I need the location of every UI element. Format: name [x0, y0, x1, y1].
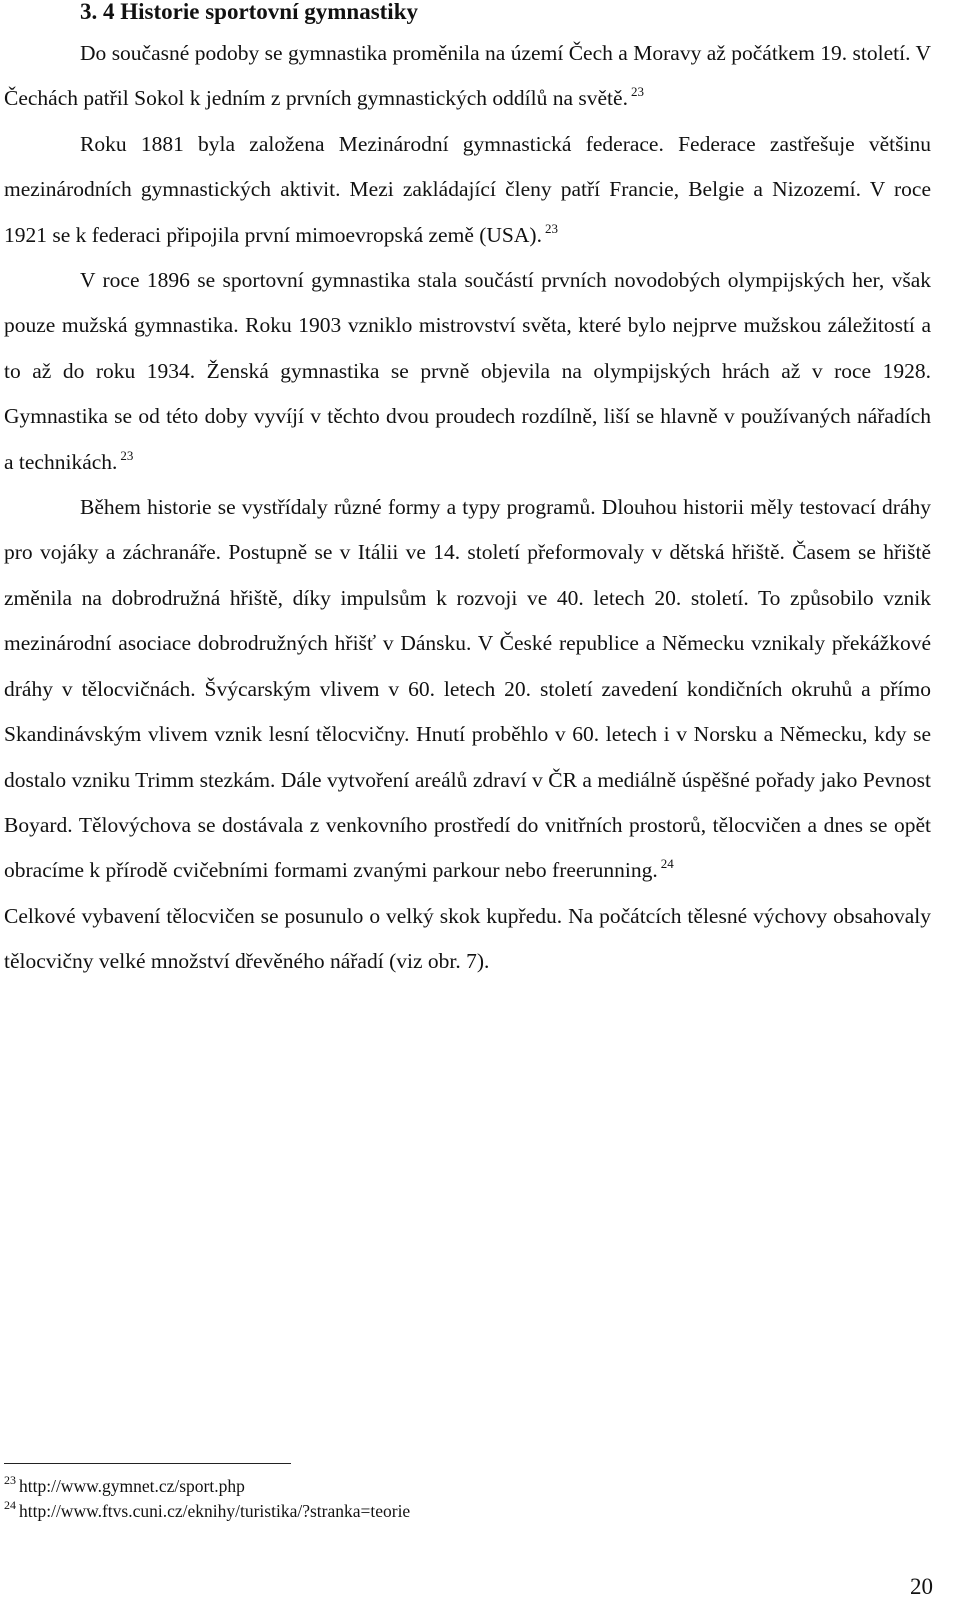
paragraph-text: Roku 1881 byla založena Mezinárodní gymnastická federace. Federace zastřešuje většinu mezinárodních gymnastických aktivit. Mezi zakládající členy patří Francie, Belgie a Nizozemí. V roce 1921 se k federaci připojila první mimoevropská země (USA). — [4, 131, 931, 247]
footnote-ref: 24 — [660, 856, 674, 872]
paragraph-text: V roce 1896 se sportovní gymnastika stala součástí prvních novodobých olympijských her, však pouze mužská gymnastika. Roku 1903 vzniklo mistrovství světa, které bylo nejprve mužskou záležitostí a to až do roku 1934. Ženská gymnastika se prvně objevila na olympijských hrách až v roce 1928. Gymnastika se od této doby vyvíjí v těchto dvou proudech rozdílně, liší se hlavně v používaných nářadích a technikách. — [4, 268, 931, 474]
footnote-23 — [4, 1474, 410, 1499]
section-heading: 3. 4 Historie sportovní gymnastiky — [80, 0, 418, 24]
footnote-ref: 23 — [120, 447, 134, 463]
footnotes — [4, 1474, 410, 1524]
footnote-link[interactable]: http://www.gymnet.cz/sport.php — [19, 1476, 245, 1496]
paragraph-text: Do současné podoby se gymnastika proměnila na území Čech a Moravy až počátkem 19. století. V Čechách patřil Sokol k jedním z prvních gymnastických oddílů na světě. — [4, 41, 931, 111]
paragraph-text: Během historie se vystřídaly různé formy a typy programů. Dlouhou historii měly testovací dráhy pro vojáky a záchranáře. Postupně se v Itálii ve 14. století přeformovaly v dětská hřiště. Časem se hřiště změnila na dobrodružná hřiště, díky impulsům k rozvoji ve 40. letech 20. století. To způsobilo vznik mezinárodní asociace dobrodružných hřišť v Dánsku. V České republice a Německu vznikaly překážkové dráhy v tělocvičnách. Švýcarským vlivem v 60. letech 20. století zavedení kondičních okruhů a přímo Skandinávským vlivem vznik lesní tělocvičny. Hnutí proběhlo v 60. letech i v Norsku a Německu, kdy se dostalo vzniku Trimm stezkám. Dále vytvoření areálů zdraví v ČR a mediálně úspěšné pořady jako Pevnost Boyard. Tělovýchova se dostávala z venkovního prostředí do vnitřních prostorů, tělocvičen a dnes se opět obracíme k přírodě cvičebními formami zvanými parkour nebo freerunning. — [4, 495, 931, 883]
footnote-ref: 23 — [630, 84, 644, 100]
footnote-link[interactable]: http://www.ftvs.cuni.cz/eknihy/turistika/?stranka=teorie — [19, 1501, 411, 1521]
paragraph-olympics — [4, 258, 931, 485]
paragraph-equipment — [4, 894, 931, 985]
footnote-number: 24 — [4, 1498, 16, 1512]
paragraph-history-forms — [4, 485, 931, 894]
footnote-24 — [4, 1499, 410, 1524]
footnote-separator — [4, 1463, 291, 1464]
paragraph-text: Celkové vybavení tělocvičen se posunulo o velký skok kupředu. Na počátcích tělesné výchovy obsahovaly tělocvičny velké množství dřevěného nářadí (viz obr. 7). — [4, 903, 931, 974]
page-number: 20 — [910, 1574, 933, 1599]
paragraph-gymnastics-origins — [4, 31, 931, 122]
paragraph-federation — [4, 122, 931, 258]
body-text — [4, 31, 931, 985]
footnote-number: 23 — [4, 1473, 16, 1487]
footnote-ref: 23 — [544, 220, 558, 236]
